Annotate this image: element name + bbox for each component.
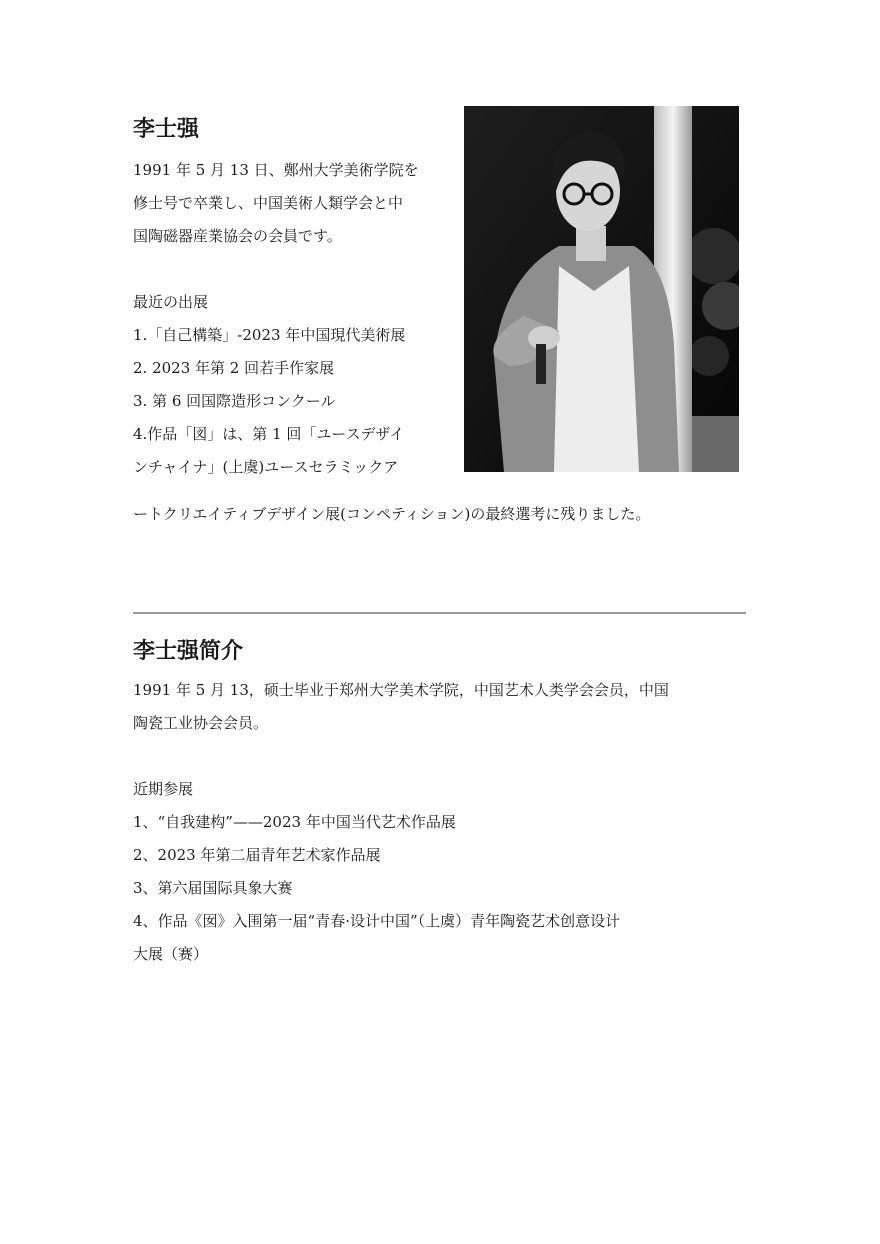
jp-exhibition-item: ンチャイナ」(上虞)ユースセラミックア — [133, 458, 399, 476]
jp-bio-line: 国陶磁器産業協会の会員です。 — [133, 227, 342, 245]
cn-exhibition-item: 3、第六届国际具象大赛 — [133, 879, 293, 897]
portrait-illustration — [464, 106, 739, 472]
section-divider — [133, 612, 746, 614]
paragraph-gap — [133, 253, 453, 286]
jp-exhibition-item: 3. 第 6 回国際造形コンクール — [133, 392, 336, 410]
cn-exhibition-item: 1、“自我建构”——2023 年中国当代艺术作品展 — [133, 813, 456, 831]
paragraph-gap — [133, 740, 748, 773]
jp-title: 李士强 — [133, 117, 200, 142]
cn-exhibition-item: 大展（赛） — [133, 945, 209, 963]
cn-exhibitions-heading: 近期参展 — [133, 780, 194, 798]
cn-bio-line: 陶瓷工业协会会员。 — [133, 714, 269, 732]
jp-exhibition-item-tail: ートクリエイティブデザイン展(コンペティション)の最終選考に残りました。 — [133, 505, 651, 523]
cn-title: 李士强简介 — [133, 639, 244, 664]
jp-exhibition-item: 4.作品「図」は、第 1 回「ユースデザイ — [133, 425, 405, 443]
cn-exhibition-item: 4、作品《囡》入围第一届“青春·设计中国”（上虞）青年陶瓷艺术创意设计 — [133, 912, 621, 930]
jp-exhibition-item: 2. 2023 年第 2 回若手作家展 — [133, 359, 335, 377]
jp-bio-line: 修士号で卒業し、中国美術人類学会と中 — [133, 194, 404, 212]
cn-text-column — [133, 674, 748, 971]
jp-bio-line: 1991 年 5 月 13 日、鄭州大学美術学院を — [133, 161, 419, 179]
jp-exhibition-item: 1.「自己構築」-2023 年中国現代美術展 — [133, 326, 406, 344]
cn-bio-line: 1991 年 5 月 13，硕士毕业于郑州大学美术学院，中国艺术人类学会会员，中国 — [133, 681, 669, 699]
jp-text-column — [133, 154, 453, 484]
portrait-photo — [464, 106, 739, 472]
jp-exhibitions-heading: 最近の出展 — [133, 293, 209, 311]
cn-exhibition-item: 2、2023 年第二届青年艺术家作品展 — [133, 846, 381, 864]
